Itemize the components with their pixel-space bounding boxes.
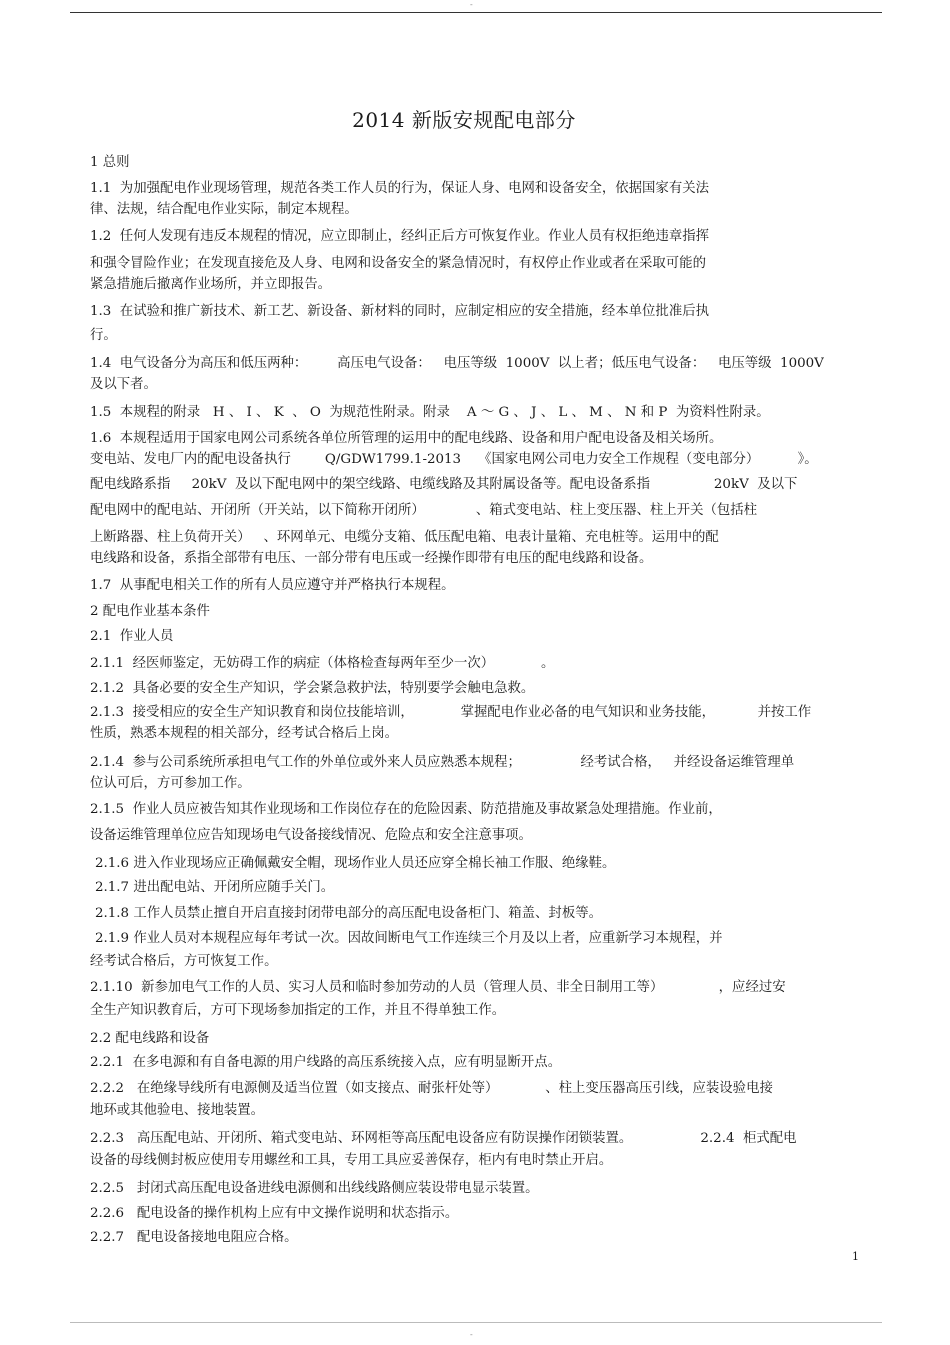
text-line: 2.1.6 进入作业现场应正确佩戴安全帽，现场作业人员还应穿全棉长袖工作服、绝缘鞋。 [95,856,616,871]
text-line: 配电线路系指 20kV 及以下配电网中的架空线路、电缆线路及其附属设备等。配电设备系指 20kV 及以下 [90,477,798,492]
text-line: 经考试合格后，方可恢复工作。 [90,954,278,969]
text-line: 设备运维管理单位应告知现场电气设备接线情况、危险点和安全注意事项。 [90,828,532,843]
text-line: 紧急措施后撤离作业场所，并立即报告。 [90,277,332,292]
text-line: 2.1.5 作业人员应被告知其作业现场和工作岗位存在的危险因素、防范措施及事故紧急处理措施。作业前， [90,802,722,817]
text-line: 1.4 电气设备分为高压和低压两种： 高压电气设备： 电压等级 1000V 以上者；低压电气设备： 电压等级 1000V [90,356,824,371]
text-line: 1.6 本规程适用于国家电网公司系统各单位所管理的运用中的配电线路、设备和用户配电设备及相关场所。 [90,431,723,446]
footer-mark: - [470,1330,473,1339]
text-line: 2.1.7 进出配电站、开闭所应随手关门。 [95,880,335,895]
text-line: 2 配电作业基本条件 [90,604,210,619]
text-line: 性质，熟悉本规程的相关部分，经考试合格后上岗。 [90,726,398,741]
text-line: 2.1.8 工作人员禁止擅自开启直接封闭带电部分的高压配电设备柜门、箱盖、封板等。 [95,906,602,921]
text-line: 变电站、发电厂内的配电设备执行 Q/GDW1799.1-2013 《国家电网公司电力安全工作规程（变电部分） 》。 [90,452,818,467]
text-line: 律、法规，结合配电作业实际，制定本规程。 [90,202,358,217]
text-line: 2.1.9 作业人员对本规程应每年考试一次。因故间断电气工作连续三个月及以上者，应重新学习本规程，并 [95,931,723,946]
text-line: 2.1.1 经医师鉴定，无妨碍工作的病症（体格检查每两年至少一次） 。 [90,656,555,671]
header-rule [70,12,882,13]
text-line: 2.1.10 新参加电气工作的人员、实习人员和临时参加劳动的人员（管理人员、非全日制用工等） ，应经过安 [90,980,786,995]
text-line: 2.1.2 具备必要的安全生产知识，学会紧急救护法，特别要学会触电急救。 [90,681,535,696]
document-title: 2014 新版安规配电部分 [352,108,576,132]
text-line: 设备的母线侧封板应使用专用螺丝和工具，专用工具应妥善保存，柜内有电时禁止开启。 [90,1153,613,1168]
text-line: 配电网中的配电站、开闭所（开关站，以下简称开闭所） 、箱式变电站、柱上变压器、柱上开关（包括柱 [90,503,758,518]
text-line: 2.2.3 高压配电站、开闭所、箱式变电站、环网柜等高压配电设备应有防误操作闭锁装置。 2.2.4 柜式配电 [90,1131,797,1146]
footer-rule [70,1322,882,1323]
page-number: 1 [852,1250,859,1263]
text-line: 位认可后，方可参加工作。 [90,776,251,791]
text-line: 1.5 本规程的附录 H 、 I 、 K 、 O 为规范性附录。附录 A ～ G 、 J 、 L 、 M 、 N 和 P 为资料性附录。 [90,405,770,420]
header-mark: - [470,0,473,9]
text-line: 1.3 在试验和推广新技术、新工艺、新设备、新材料的同时，应制定相应的安全措施，经本单位批准后执 [90,304,709,319]
text-line: 2.1.4 参与公司系统所承担电气工作的外单位或外来人员应熟悉本规程； 经考试合格， 并经设备运维管理单 [90,755,795,770]
text-line: 2.2 配电线路和设备 [90,1031,210,1046]
text-line: 2.2.1 在多电源和有自备电源的用户线路的高压系统接入点，应有明显断开点。 [90,1055,562,1070]
text-line: 1.7 从事配电相关工作的所有人员应遵守并严格执行本规程。 [90,578,455,593]
text-line: 行。 [90,328,117,343]
text-line: 2.2.5 封闭式高压配电设备进线电源侧和出线线路侧应装设带电显示装置。 [90,1181,539,1196]
text-line: 2.1.3 接受相应的安全生产知识教育和岗位技能培训， 掌握配电作业必备的电气知识和业务技能， 并按工作 [90,705,812,720]
text-line: 地环或其他验电、接地装置。 [90,1103,265,1118]
text-line: 电线路和设备，系指全部带有电压、一部分带有电压或一经操作即带有电压的配电线路和设备。 [90,551,653,566]
text-line: 1.2 任何人发现有违反本规程的情况，应立即制止，经纠正后方可恢复作业。作业人员有权拒绝违章指挥 [90,229,709,244]
text-line: 上断路器、柱上负荷开关） 、环网单元、电缆分支箱、低压配电箱、电表计量箱、充电桩等。运用中的配 [90,530,719,545]
text-line: 1.1 为加强配电作业现场管理，规范各类工作人员的行为，保证人身、电网和设备安全，依据国家有关法 [90,181,709,196]
text-line: 2.2.6 配电设备的操作机构上应有中文操作说明和状态指示。 [90,1206,459,1221]
text-line: 全生产知识教育后，方可下现场参加指定的工作，并且不得单独工作。 [90,1003,506,1018]
text-line: 2.2.2 在绝缘导线所有电源侧及适当位置（如支接点、耐张杆处等） 、柱上变压器高压引线，应装设验电接 [90,1081,773,1096]
text-line: 和强令冒险作业；在发现直接危及人身、电网和设备安全的紧急情况时，有权停止作业或者在采取可能的 [90,256,706,271]
text-line: 及以下者。 [90,377,157,392]
text-line: 2.1 作业人员 [90,629,174,644]
text-line: 1 总则 [90,155,130,170]
text-line: 2.2.7 配电设备接地电阻应合格。 [90,1230,298,1245]
